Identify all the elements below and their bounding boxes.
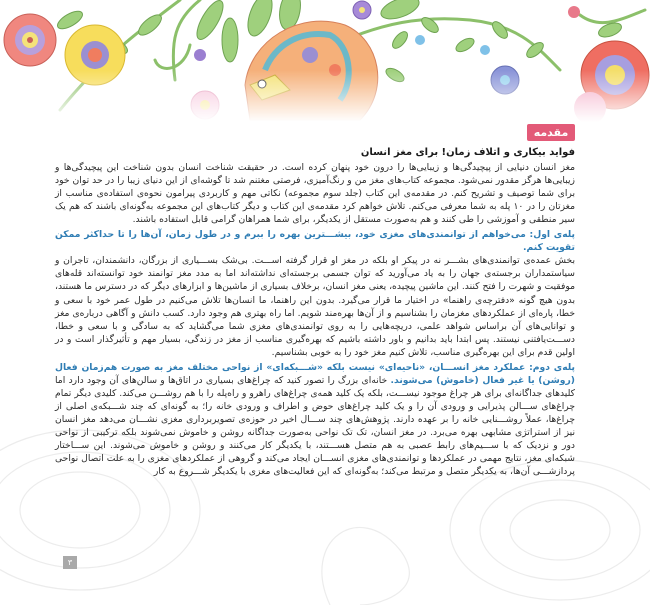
step-1-heading: پله‌ی اول: می‌خواهم از توانمندی‌های مغزی خود، بیشـــترین بهره را ببرم و در طول زمان، آن‌ها را تا حداکثر ممکن تقویت کنم.	[55, 229, 575, 254]
floral-header-illustration	[0, 0, 650, 122]
intro-paragraph: مغز انسان دنیایی از پیچیدگی‌ها و زیبایی‌ها را درون خود پنهان کرده است. در حقیقت شناخت انسان بدون شناخت این پیچیدگی‌ها و زیبایی‌ها هرگز مقدور نمی‌شود. مجموعه کتاب‌های مغز من و رنگ‌آمیزی، فرصتی مغتنم شد تا گوشه‌ای از این دنیای زیبا را در حد توان خود برای شما توصیف و تشریح کنم. در مقدمه‌ی این کتاب (جلد سوم مجموعه) نکاتی مهم و کاربردی پیرامون نحوه‌ی استفاده‌ی مناسب از مغزتان را در ۱۰ پله به شما معرفی می‌کنم. تلاش خواهم کرد مقدمه‌ی این کتاب و دیگر کتاب‌های این مجموعه به‌گونه‌ای باشند که هم یک سیر منطقی و آموزشی را طی کنند و هم به‌صورت مستقل از یکدیگر، برای شما همراهان گرامی قابل استفاده باشند.	[55, 162, 575, 226]
section-badge: مقدمه	[527, 124, 575, 141]
step-2-section	[55, 361, 575, 478]
article-title: فواید بیکاری و اتلاف زمان! برای مغز انسان	[360, 147, 575, 158]
page-number: ۳	[63, 556, 77, 569]
step-2-heading: پله‌ی دوم: عملکرد مغز انســـان، «ناحیه‌ای» نیست بلکه «شـــبکه‌ای» از نواحی مختلف مغز به صورت هم‌زمان فعال (روشن) یا غیر فعال (خاموش) می‌شوند.	[55, 361, 576, 386]
step-1-body: بخش عمده‌ی توانمندی‌های بشـــر نه در پیکر او بلکه در مغز او قرار گرفته اســـت. بی‌شک بســـیاری از بزرگان، دانشمندان، تاجران و سیاستمداران برجسته‌ی جهان را به یاد می‌آورید که توان جسمی برجسته‌ای نداشته‌اند اما به مدد مغز توانمند خود توانسته‌اند قله‌های موفقیت و شهرت را فتح کنند. این ماشین پیچیده، یعنی مغز انسان، برخلاف بسیاری از ماشین‌ها و ابزارهای دیگر که در دسترس ما هستند، بدون هیچ گونه «دفترچه‌ی راهنما» در اختیار ما قرار می‌گیرد. بدون این راهنما، ما انسان‌ها تلاش می‌کنیم در طول عمر خود با سعی و خطا، پاره‌ای از عملکردهای مغزمان را بشناسیم و از آن‌ها بهره‌مند شویم. اما راه بهتری هم وجود دارد. کسب دانش و آگاهی درباره‌ی مغز و توانایی‌های آن براساس شواهد علمی، دریچه‌هایی را به روی توانمندی‌های مغزی شما می‌گشاید که به سادگی و با سعی و خطا، دســـت‌یافتنی نیستند. پس ابتدا باید بدانیم و باور داشته باشیم که بهره‌گیری مناسب از مغز در زندگی، بسیار مهم و تأثیرگذار است و در اولین قدم برای این بهره‌گیری مناسب، تلاش کنیم مغز خود را به خوبی بشناسیم.	[55, 255, 575, 358]
banner-fade	[0, 70, 650, 122]
step-2-body: خانه‌ای بزرگ را تصور کنید که چراغ‌های بسیاری در اتاق‌ها و سالن‌های آن وجود دارد اما کلیدهای جداگانه‌ای برای هر چراغ موجود نیســـت، بلکه یک کلید همه‌ی چراغ‌های راهرو و راه‌پله را با هم روشـــن می‌کند. کلیدی دیگر تمام چراغ‌های ســـالن پذیرایی و ورودی آن را و یک کلید چراغ‌های حوض و اطراف و ورودی خانه را؛ به گونه‌ای که چند شـــبکه‌ی اصلی از چراغ‌ها، عملاً روشـــنایی خانه را بر عهده دارند. پژوهش‌های چند ســـال اخیر در حوزه‌ی تصویربرداری مغزی نشـــان می‌دهد مغز انسان نیز از استراتژی مشابهی بهره می‌برد. در مغز انسان، تک تک نواحی به‌صورت جداگانه روشن و خاموش نمی‌شوند بلکه ترکیبی از نواحی دور و نزدیک که با ســـیم‌های رابط عصبی به هم متصل هســـتند، با یکدیگر کار می‌کنند و روشن و خاموش می‌شوند. این ســـاختار شبکه‌ای مغز، نتایج مهمی در عملکردها و توانمندی‌های مغزی انســـان ایجاد می‌کند و گروهی از عملکردهای مغزی را به علت اتصال نواحی پردازشـــی آن‌ها، به یکدیگر متصل و مرتبط می‌کند؛ به‌گونه‌ای که این فعالیت‌های مغزی با یکدیگر شـــروع به کار	[55, 374, 575, 478]
article-body	[55, 146, 575, 478]
step-1-section	[55, 228, 575, 358]
